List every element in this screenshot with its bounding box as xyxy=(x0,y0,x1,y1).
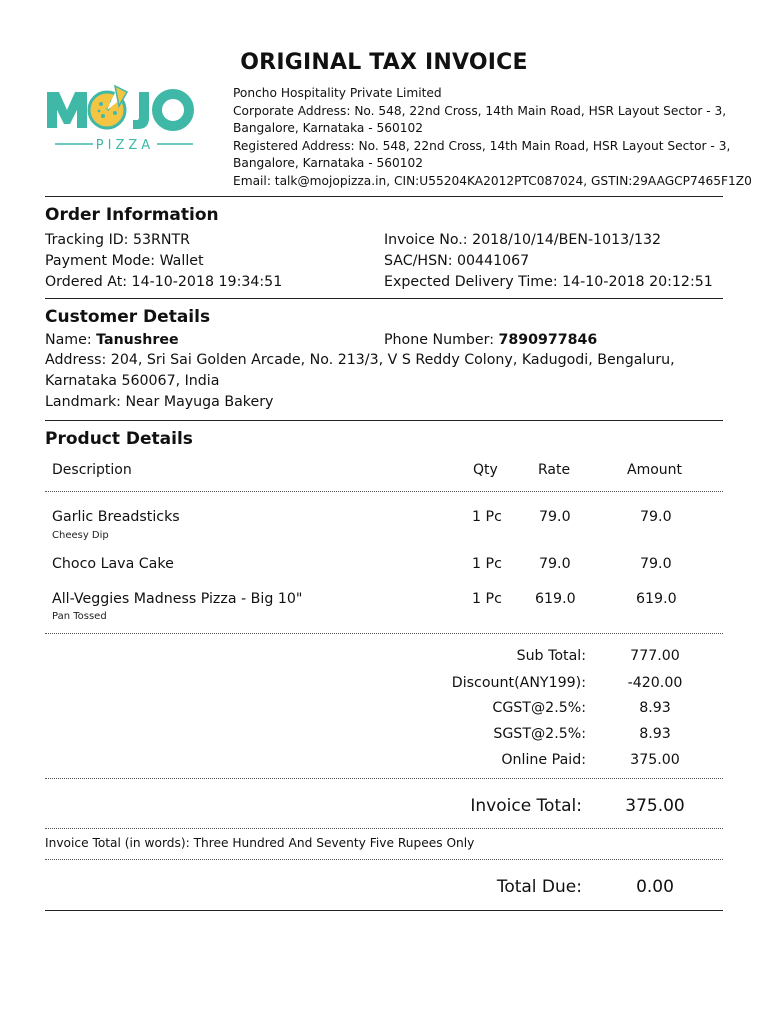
item-description: All-Veggies Madness Pizza - Big 10" xyxy=(52,591,303,607)
item-rate: 79.0 xyxy=(539,509,571,525)
sgst-value: 8.93 xyxy=(639,726,671,742)
subtotal-value: 777.00 xyxy=(630,648,680,664)
col-rate: Rate xyxy=(538,462,571,478)
registered-address-line1: Registered Address: No. 548, 22nd Cross, 14th Main Road, HSR Layout Sector - 3, xyxy=(233,138,731,153)
total-due-label: Total Due: xyxy=(496,877,582,897)
item-amount: 79.0 xyxy=(640,509,672,525)
dotted-divider xyxy=(45,828,723,829)
mojo-pizza-logo xyxy=(45,82,205,156)
cgst-label: CGST@2.5%: xyxy=(492,700,586,716)
customer-address-line1: Address: 204, Sri Sai Golden Arcade, No. 213/3, V S Reddy Colony, Kadugodi, Bengaluru, xyxy=(45,352,675,368)
logo-pizza-text: PIZZA xyxy=(95,138,155,153)
sgst-label: SGST@2.5%: xyxy=(493,726,586,742)
col-amount: Amount xyxy=(627,462,683,478)
item-amount: 79.0 xyxy=(640,556,672,572)
company-info xyxy=(233,85,752,191)
discount-value: -420.00 xyxy=(627,675,683,691)
customer-heading: Customer Details xyxy=(45,307,211,327)
col-description: Description xyxy=(52,462,132,478)
corporate-address-line2: Bangalore, Karnataka - 560102 xyxy=(233,121,424,136)
company-name: Poncho Hospitality Private Limited xyxy=(233,86,442,100)
online-paid-label: Online Paid: xyxy=(501,752,586,768)
expected-delivery: Expected Delivery Time: 14-10-2018 20:12:51 xyxy=(384,274,713,290)
dotted-divider xyxy=(45,778,723,779)
customer-name: Name: Tanushree xyxy=(45,332,179,348)
item-qty: 1 Pc xyxy=(472,509,502,525)
payment-mode: Payment Mode: Wallet xyxy=(45,253,204,269)
online-paid-value: 375.00 xyxy=(630,752,680,768)
cgst-value: 8.93 xyxy=(639,700,671,716)
customer-address-line2: Karnataka 560067, India xyxy=(45,373,220,389)
order-info-heading: Order Information xyxy=(45,205,219,225)
invoice-total-label: Invoice Total: xyxy=(470,796,582,816)
divider xyxy=(45,420,723,421)
dotted-divider xyxy=(45,633,723,634)
corporate-address-line1: Corporate Address: No. 548, 22nd Cross, 14th Main Road, HSR Layout Sector - 3, xyxy=(233,103,727,118)
invoice-title: ORIGINAL TAX INVOICE xyxy=(240,50,528,75)
customer-phone: Phone Number: 7890977846 xyxy=(384,332,598,348)
customer-landmark: Landmark: Near Mayuga Bakery xyxy=(45,394,274,410)
divider xyxy=(45,298,723,299)
total-in-words: Invoice Total (in words): Three Hundred And Seventy Five Rupees Only xyxy=(45,836,475,850)
dotted-divider xyxy=(45,859,723,860)
tracking-id: Tracking ID: 53RNTR xyxy=(45,232,191,248)
discount-label: Discount(ANY199): xyxy=(451,675,586,691)
company-contact: Email: talk@mojopizza.in, CIN:U55204KA2012PTC087024, GSTIN:29AAGCP7465F1Z0 xyxy=(233,173,752,188)
total-due-value: 0.00 xyxy=(636,877,674,897)
sac-hsn: SAC/HSN: 00441067 xyxy=(384,253,530,269)
ordered-at: Ordered At: 14-10-2018 19:34:51 xyxy=(45,274,283,290)
divider xyxy=(45,910,723,911)
item-rate: 619.0 xyxy=(535,591,576,607)
item-qty: 1 Pc xyxy=(472,556,502,572)
subtotal-label: Sub Total: xyxy=(516,648,586,664)
item-description: Garlic Breadsticks xyxy=(52,509,180,525)
dotted-divider xyxy=(45,491,723,492)
item-amount: 619.0 xyxy=(636,591,677,607)
product-heading: Product Details xyxy=(45,429,193,449)
registered-address-line2: Bangalore, Karnataka - 560102 xyxy=(233,156,424,171)
invoice-number: Invoice No.: 2018/10/14/BEN-1013/132 xyxy=(384,232,662,248)
item-qty: 1 Pc xyxy=(472,591,502,607)
item-description: Choco Lava Cake xyxy=(52,556,174,572)
invoice-total-value: 375.00 xyxy=(625,796,685,816)
item-note: Cheesy Dip xyxy=(52,530,109,541)
item-rate: 79.0 xyxy=(539,556,571,572)
col-qty: Qty xyxy=(473,462,498,478)
item-note: Pan Tossed xyxy=(52,611,107,622)
divider xyxy=(45,196,723,197)
